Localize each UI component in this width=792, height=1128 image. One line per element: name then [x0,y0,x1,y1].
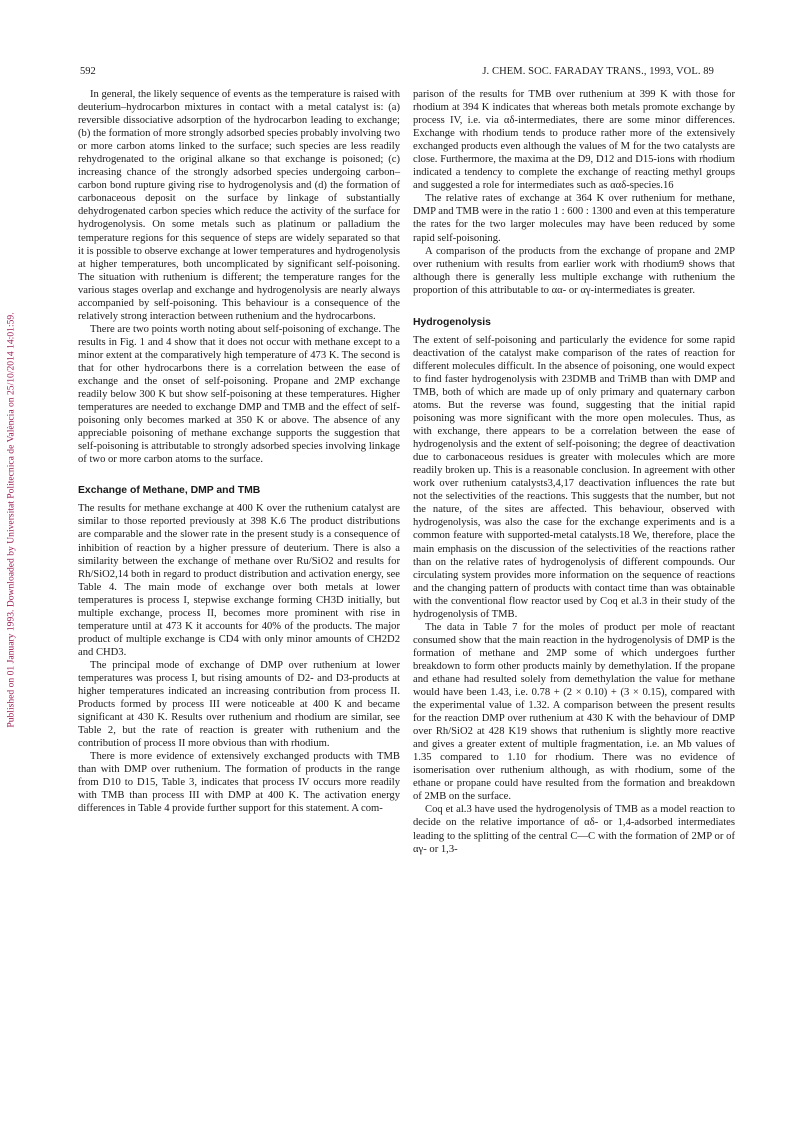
paragraph: The extent of self-poisoning and particularly the evidence for some rapid deactivation of the catalyst make comparison of the rates of reaction for different molecules difficult. In the absence of poisoning, one would expect to find faster hydrogenolysis with 23DMB and TriMB than with DMP and TMB, both of which are made up of only primary and quaternary carbon atoms. But the reverse was found, suggesting that the initial rapid poisoning was more significant with the more open molecules. Thus, as with exchange, there appears to be a correlation between the ease of hydrogenolysis and the extent of self-poisoning; the degree of deactivation due to carbonaceous residues is greater with molecules which are more readily broken up. This is a reasonable conclusion. In agreement with other work over ruthenium catalysts3,4,17 deactivation influences the rate but not the selectivities of the reactions. This suggests that the number, but not the nature, of the sites are affected. This behaviour, observed with hydrogenolysis, was also the case for the exchange experiments and is a common feature with supported-metal catalysts.18 We, therefore, place the main emphasis on the discussion of the selectivities of the reactions rather than on the relative rates of hydrogenolysis of different compounds. Our circulating system provides more information on the sequence of reactions and the changing pattern of products with contact time than was obtainable with the conventional flow reactor used by Coq et al.3 in their study of the hydrogenolysis of TMB. [413,334,735,620]
section-heading-exchange: Exchange of Methane, DMP and TMB [78,485,261,497]
paragraph: A comparison of the products from the exchange of propane and 2MP over ruthenium with results from earlier work with rhodium9 shows that although there is generally less multiple exchange with ruthenium the proportion of this attributable to αα- or αγ-intermediates is greater. [413,245,735,296]
paragraph: Coq et al.3 have used the hydrogenolysis of TMB as a model reaction to decide on the relative importance of αδ- or 1,4-adsorbed intermediates leading to the splitting of the central C—C with the formation of 2MP or of αγ- or 1,3- [413,804,735,855]
page-number: 592 [80,66,96,77]
paragraph: The data in Table 7 for the moles of product per mole of reactant consumed show that the main reaction in the hydrogenolysis of DMP is the formation of methane and 2MP some of which undergoes further breakdown to form other products mainly by demethylation. If the propane and ethane had resulted solely from demethylation the value for methane would have been 1.43, i.e. 0.78 + (2 × 0.10) + (3 × 0.15), compared with the experimental value of 1.32. A comparison between the present results for the reaction DMP over ruthenium at 430 K with the behaviour of DMP over Rh/SiO2 at 428 K19 shows that ruthenium is slightly more reactive and gives a greater extent of multiple fragmentation, i.e. an Mb values of 1.35 compared to 1.10 for rhodium. There was no evidence of isomerisation over ruthenium although, as with rhodium, some of the ethane or propane could have resulted from the formation and breakdown of 2MB on the surface. [413,621,735,803]
paragraph: parison of the results for TMB over ruthenium at 399 K with those for rhodium at 394 K indicates that whereas both metals promote exchange by process IV, i.e. via αδ-intermediates, there are some minor differences. Exchange with rhodium tends to produce rather more of the extensively exchanged products even although the values of M for the two catalysts are close. Furthermore, the maxima at the D9, D12 and D15-ions with rhodium indicated a tendency to complete the exchange of reacting methyl groups and suggested a role for intermediates such as ααδ-species.16 [413,89,735,192]
left-column [78,88,400,815]
download-watermark [3,200,19,840]
paragraph: The results for methane exchange at 400 K over the ruthenium catalyst are similar to those reported previously at 398 K.6 The product distributions are comparable and the slower rate in the present study is a consequence of inhibition of reaction by a higher pressure of deuterium. There is also a similarity between the exchange of methane over Ru/SiO2 and results for Rh/SiO2,14 both in regard to product distribution and activation energy, see Table 4. The main mode of exchange over both metals at lower temperatures is process I, stepwise exchange forming CH3D initially, but multiple exchange, process II, becomes more prominent with rise in temperature until at 473 K it accounts for 40% of the products. The major product of multiple exchange is CD4 with only minor amounts of CH2D2 and CHD3. [78,503,400,658]
paragraph: The relative rates of exchange at 364 K over ruthenium for methane, DMP and TMB were in the ratio 1 : 600 : 1300 and even at this temperature the rates for the two larger molecules may have been reduced by some rapid self-poisoning. [413,193,735,244]
paragraph: In general, the likely sequence of events as the temperature is raised with deuterium–hydrocarbon mixtures in contact with a metal catalyst is: (a) reversible dissociative adsorption of the hydrocarbon leading to exchange; (b) the formation of more strongly adsorbed species probably involving two or more carbon atoms linked to the surface; such species are less readily rehydrogenated to the original alkane so that exchange is poisoned; (c) increasing chance of the strongly adsorbed species undergoing carbon–carbon bond rupture giving rise to hydrogenolysis and (d) the formation of carbonaceous deposit on the surface by linkage of substantially dehydrogenated carbon species which reduce the activity of the surface for hydrogenolysis. On some metals such as platinum or palladium the temperature regions for this sequence of steps are widely separated so that it is possible to observe exchange at lower temperatures and hydrogenolysis at higher temperatures, both uncomplicated by significant self-poisoning. The situation with ruthenium is different; the temperature ranges for the various stages overlap and exchange and hydrogenolysis are nearly always accompanied by self-poisoning. This behaviour is a consequence of the relatively strong interaction between ruthenium and the hydrocarbons. [78,89,400,322]
section-heading-hydrogenolysis: Hydrogenolysis [413,316,491,328]
right-column [413,88,735,856]
running-head: J. CHEM. SOC. FARADAY TRANS., 1993, VOL. 89 [482,66,714,77]
download-note: Published on 01 January 1993. Downloaded by Universitat Politecnica de València on 25/10/2014 14:01:59. [5,312,17,728]
paragraph: There is more evidence of extensively exchanged products with TMB than with DMP over ruthenium. The formation of products in the range from D10 to D15, Table 3, indicates that process IV occurs more readily with TMB than process III with DMP at 400 K. The activation energy differences in Table 4 provide further support for this statement. A com- [78,751,400,815]
paragraph: The principal mode of exchange of DMP over ruthenium at lower temperatures was process I, but rising amounts of D2- and D3-products at higher temperatures indicated an increasing contribution from process II. Products formed by process III were noticeable at 400 K and became significant at 430 K. Results over ruthenium and rhodium are similar, see Table 2, but the rate of reaction is greater with ruthenium and the contribution of process II more obvious than with rhodium. [78,659,400,750]
paragraph: There are two points worth noting about self-poisoning of exchange. The results in Fig. 1 and 4 show that it does not occur with methane except to a minor extent at the comparatively high temperature of 473 K. The second is that for other hydrocarbons there is a correlation between the ease of exchange and the onset of self-poisoning. Propane and 2MP exchange readily below 300 K but show self-poisoning at these temperatures. Higher temperatures are needed to exchange DMP and TMB and the effect of self-poisoning only becomes marked at 350 K or above. The absence of any appreciable poisoning of methane exchange supports the suggestion that self-poisoning is attributable to strongly adsorbed species involving linkage of two or more carbon atoms to the surface. [78,323,400,466]
